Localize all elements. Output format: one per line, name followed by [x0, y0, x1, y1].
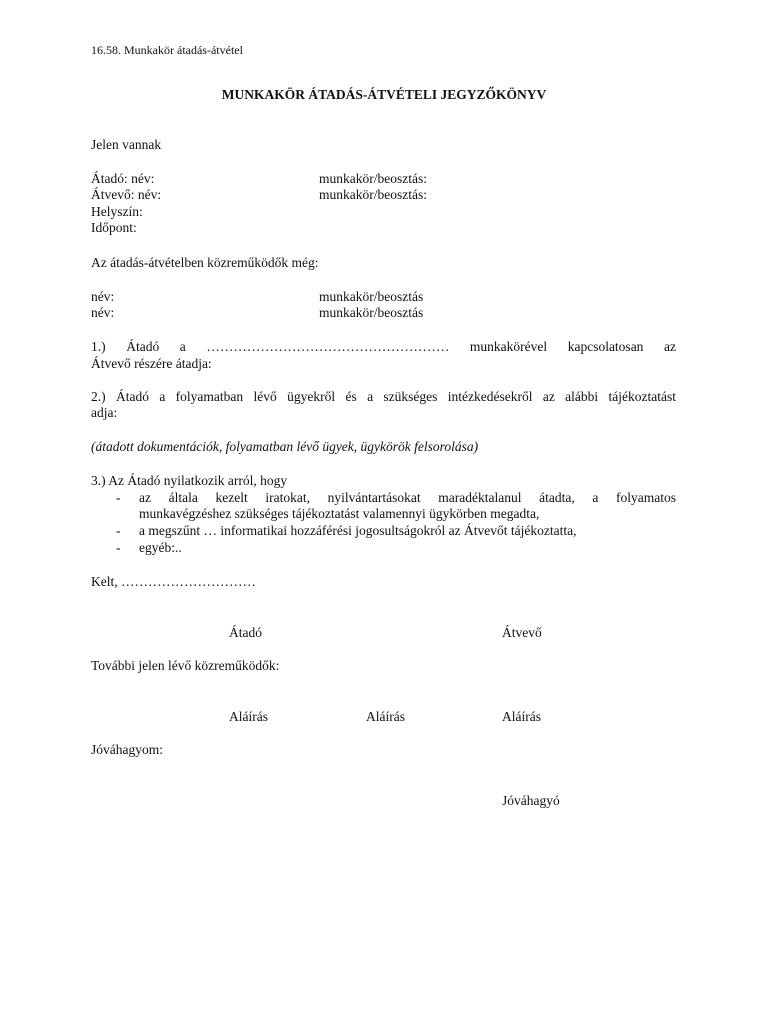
atado-name-label: Átadó: név: — [91, 171, 155, 186]
contributor-2-name-label: név: — [91, 305, 115, 320]
signature-label-2: Aláírás — [366, 709, 405, 724]
section-3-heading: 3.) Az Átadó nyilatkozik arról, hogy — [91, 473, 288, 488]
atvevo-name-label: Átvevő: név: — [91, 187, 162, 202]
document-reference: 16.58. Munkakör átadás-átvétel — [91, 43, 243, 57]
contributor-2-position-label: munkakör/beosztás — [319, 305, 424, 320]
bullet-1-line-1: az általa kezelt iratokat, nyilvántartásokat maradéktalanul átadta, a folyamatos — [139, 490, 676, 505]
signature-label-1: Aláírás — [229, 709, 268, 724]
approver-label: Jóváhagyó — [502, 793, 560, 808]
section-2-line-1: 2.) Átadó a folyamatban lévő ügyekről és a szükséges intézkedésekről az alábbi tájékoztatást — [91, 389, 676, 404]
signature-atado-label: Átadó — [229, 625, 262, 640]
section-1-line-1: 1.) Átadó a ……………………………………………… munkakörével kapcsolatosan az — [91, 339, 676, 354]
further-contributors-label: További jelen lévő közreműködők: — [91, 658, 280, 673]
bullet-1-dash: - — [116, 490, 121, 505]
contributors-heading: Az átadás-átvételben közreműködők még: — [91, 255, 319, 270]
section-2-note: (átadott dokumentációk, folyamatban lévő ügyek, ügykörök felsorolása) — [91, 439, 479, 454]
atado-position-label: munkakör/beosztás: — [319, 171, 427, 186]
bullet-1-line-2: munkavégzéshez szükséges tájékoztatást valamennyi ügykörben megadta, — [139, 506, 540, 521]
section-2-line-2: adja: — [91, 405, 118, 420]
bullet-2-dash: - — [116, 523, 121, 538]
bullet-3-dash: - — [116, 540, 121, 555]
location-label: Helyszín: — [91, 204, 143, 219]
section-1-line-2: Átvevő részére átadja: — [91, 356, 212, 371]
signature-atvevo-label: Átvevő — [502, 625, 542, 640]
bullet-3-text: egyéb:.. — [139, 540, 182, 555]
atvevo-position-label: munkakör/beosztás: — [319, 187, 427, 202]
approval-label: Jóváhagyom: — [91, 742, 163, 757]
contributor-1-name-label: név: — [91, 289, 115, 304]
document-title: MUNKAKÖR ÁTADÁS-ÁTVÉTELI JEGYZŐKÖNYV — [221, 87, 547, 102]
date-line: Kelt, ………………………… — [91, 574, 256, 589]
bullet-2-text: a megszűnt … informatikai hozzáférési jogosultságokról az Átvevőt tájékoztatta, — [139, 523, 577, 538]
signature-label-3: Aláírás — [502, 709, 541, 724]
time-label: Időpont: — [91, 220, 137, 235]
present-heading: Jelen vannak — [91, 137, 162, 152]
contributor-1-position-label: munkakör/beosztás — [319, 289, 424, 304]
